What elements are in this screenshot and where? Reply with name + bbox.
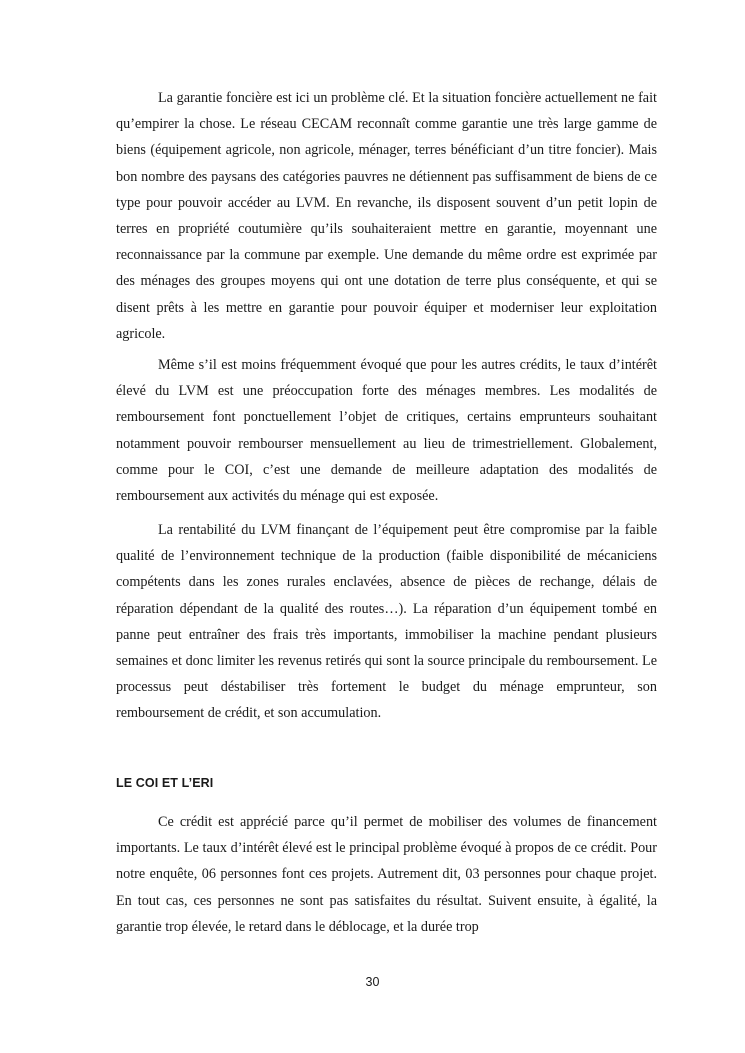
paragraph-profitability xyxy=(116,517,657,727)
paragraph-text: Ce crédit est apprécié parce qu’il permet de mobiliser des volumes de financement importants. Le taux d’intérêt élevé est le principal problème évoqué à propos de ce crédit. Pour notre enquête, 06 personnes font ces projets. Autrement dit, 03 personnes pour chaque projet. En tout cas, ces personnes ne sont pas satisfaites du résultat. Suivent ensuite, à égalité, la garantie trop élevée, le retard dans le déblocage, et la durée trop xyxy=(116,814,657,935)
paragraph-text: Même s’il est moins fréquemment évoqué que pour les autres crédits, le taux d’intérêt élevé du LVM est une préoccupation forte des ménages membres. Les modalités de remboursement font ponctuellement l’objet de critiques, certains emprunteurs souhaitant notamment pouvoir rembourser mensuellement au lieu de trimestriellement. Globalement, comme pour le COI, c’est une demande de meilleure adaptation des modalités de remboursement aux activités du ménage qui est exposée. xyxy=(116,357,657,505)
paragraph-text: La rentabilité du LVM finançant de l’équipement peut être compromise par la faible qualité de l’environnement technique de la production (faible disponibilité de mécaniciens compétents dans les zones rurales enclavées, absence de pièces de rechange, délais de réparation dépendant de la qualité des routes…). La réparation d’un équipement tombé en panne peut entraîner des frais très importants, immobiliser la machine pendant plusieurs semaines et donc limiter les revenus retirés qui sont la source principale du remboursement. Le processus peut déstabiliser très fortement le budget du ménage emprunteur, son remboursement de crédit, et son accumulation. xyxy=(116,522,657,722)
section-heading: LE COI ET L’ERI xyxy=(116,776,214,790)
paragraph-interest-rate xyxy=(116,352,657,509)
page-number: 30 xyxy=(365,975,380,989)
paragraph-text: La garantie foncière est ici un problème clé. Et la situation foncière actuellement ne fait qu’empirer la chose. Le réseau CECAM reconnaît comme garantie une très large gamme de biens (équipement agricole, non agricole, ménager, terres bénéficiant d’un titre foncier). Mais bon nombre des paysans des catégories pauvres ne détiennent pas suffisamment de biens de ce type pour pouvoir accéder au LVM. En revanche, ils disposent souvent d’un petit lopin de terres en propriété coutumière qu’ils souhaiteraient mettre en garantie, moyennant une reconnaissance par la commune par exemple. Une demande du même ordre est exprimée par des ménages des groupes moyens qui ont une dotation de terre plus conséquente, et qui se disent prêts à les mettre en garantie pour pouvoir équiper et moderniser leur exploitation agricole. xyxy=(116,90,657,342)
paragraph-coi-eri xyxy=(116,809,657,940)
paragraph-land-guarantee xyxy=(116,85,657,347)
